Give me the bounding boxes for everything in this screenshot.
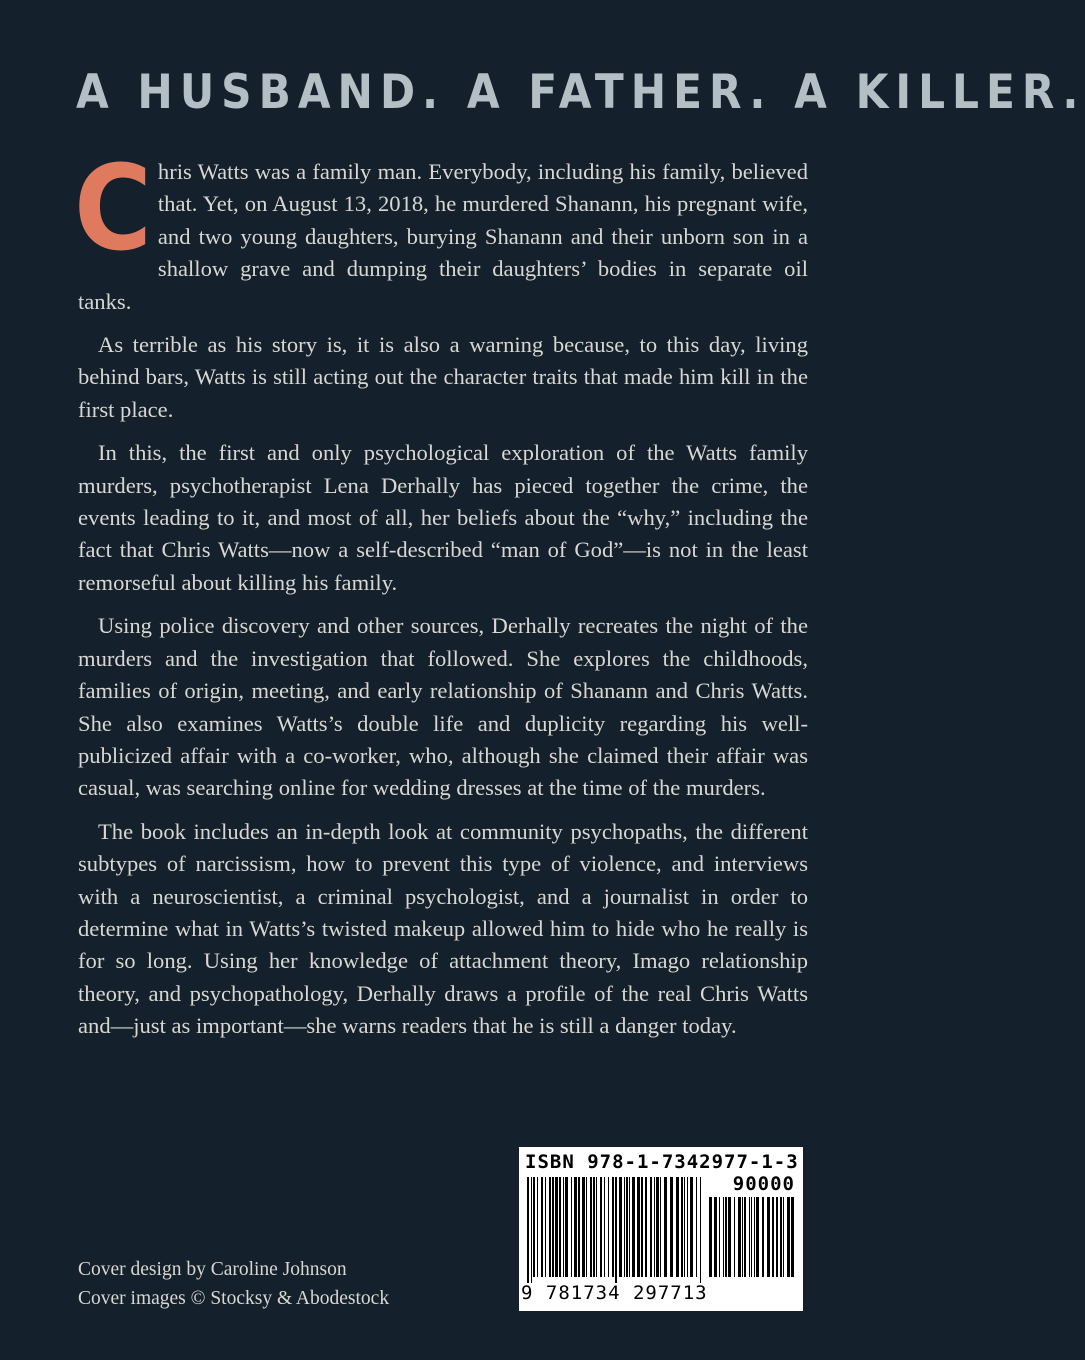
headline: A HUSBAND. A FATHER. A KILLER. bbox=[76, 65, 1085, 120]
blurb-paragraph-1-text: hris Watts was a family man. Everybody, including his family, believed that. Yet, on August 13, 2018, he murdered Shanann, his pregnant wife, and two young daughters, burying Shanann and their unborn son in a shallow grave and dumping their daughters’ bodies in separate oil tanks. bbox=[78, 159, 808, 314]
barcode-bar bbox=[719, 1197, 720, 1277]
barcode-bar bbox=[654, 1177, 655, 1277]
barcode-bar bbox=[629, 1177, 630, 1277]
barcode-bar bbox=[578, 1177, 580, 1277]
barcode-bar bbox=[780, 1197, 782, 1277]
barcode-bar bbox=[751, 1197, 752, 1277]
barcode-bar bbox=[744, 1197, 746, 1277]
barcode-bar bbox=[552, 1177, 554, 1277]
barcode-bar bbox=[767, 1197, 770, 1277]
barcode-bar bbox=[690, 1177, 693, 1277]
barcode-bar bbox=[582, 1177, 585, 1277]
barcode-bar bbox=[590, 1177, 592, 1277]
barcode-bar bbox=[555, 1177, 558, 1277]
barcode-bar bbox=[656, 1177, 659, 1277]
ean-digits: 9 781734 297713 bbox=[521, 1282, 708, 1304]
barcode-bar bbox=[641, 1177, 643, 1277]
blurb-paragraph-2: As terrible as his story is, it is also a warning because, to this day, living behind bars, Watts is still acting out the character traits that made him kill in the first place. bbox=[78, 332, 808, 422]
barcode-bar bbox=[531, 1177, 532, 1283]
barcode-bar bbox=[676, 1177, 679, 1277]
barcode-bar bbox=[626, 1177, 628, 1277]
barcode-bar bbox=[687, 1177, 688, 1277]
blurb-paragraph-3: In this, the first and only psychological exploration of the Watts family murders, psychotherapist Lena Derhally has pieced together the crime, the events leading to it, and most of all, her beliefs about the “why,” including the fact that Chris Watts—now a self-described “man of God”—is not in the least remorseful about killing his family. bbox=[78, 440, 808, 595]
book-blurb bbox=[74, 139, 808, 1054]
barcode-bar bbox=[734, 1197, 735, 1277]
blurb-paragraph-1 bbox=[74, 139, 808, 318]
barcode-bar bbox=[709, 1197, 712, 1277]
barcode-bar bbox=[762, 1197, 764, 1277]
barcode-bar bbox=[593, 1177, 595, 1277]
barcode-bar bbox=[738, 1197, 741, 1277]
barcode-bar bbox=[664, 1177, 667, 1277]
barcode-bar bbox=[600, 1177, 602, 1277]
barcode-bar bbox=[645, 1177, 647, 1277]
cover-design-credit: Cover design by Caroline Johnson bbox=[78, 1259, 347, 1280]
blurb-paragraph-5: The book includes an in-depth look at community psychopaths, the different subtypes of narcissism, how to prevent this type of violence, and interviews with a neuroscientist, a criminal psychologist, and a journalist in order to determine what in Watts’s twisted makeup allowed him to hide who he really is for so long. Using her knowledge of attachment theory, Imago relationship theory, and psychopathology, Derhally draws a profile of the real Chris Watts and—just as important—she warns readers that he is still a danger today. bbox=[78, 818, 808, 1039]
barcode-bar bbox=[615, 1177, 617, 1283]
barcode-bar bbox=[596, 1177, 597, 1277]
barcode-bar bbox=[714, 1197, 717, 1277]
barcode-bar bbox=[604, 1177, 605, 1277]
barcode-bar bbox=[772, 1197, 774, 1277]
cover-images-credit: Cover images © Stocksy & Abodestock bbox=[78, 1288, 390, 1309]
barcode-bar bbox=[574, 1177, 577, 1277]
blurb-paragraph-4: Using police discovery and other sources, Derhally recreates the night of the murders and the investigation that followed. She explores the childhoods, families of origin, meeting, and early relationship of Shanann and Chris Watts. She also examines Watts’s double life and duplicity regarding his well-publicized affair with a co-worker, who, although she claimed their affair was casual, was searching online for wedding dresses at the time of the murders. bbox=[78, 613, 808, 801]
addon-barcode-bars bbox=[709, 1197, 795, 1283]
barcode-bar bbox=[681, 1177, 683, 1277]
barcode-bar bbox=[754, 1197, 755, 1277]
barcode-bar bbox=[791, 1197, 794, 1277]
barcode-bar bbox=[650, 1177, 652, 1277]
barcode-bar bbox=[527, 1177, 529, 1283]
barcode-bar bbox=[696, 1177, 697, 1277]
barcode-bar bbox=[660, 1177, 661, 1277]
barcode-bar bbox=[565, 1177, 568, 1277]
barcode-bar bbox=[637, 1177, 640, 1277]
barcode-bar bbox=[559, 1177, 561, 1277]
barcode-bar bbox=[624, 1177, 625, 1277]
barcode-bar bbox=[571, 1177, 572, 1277]
barcode-bar bbox=[541, 1177, 543, 1277]
barcode-bar bbox=[563, 1177, 564, 1277]
barcode-bar bbox=[756, 1197, 759, 1277]
isbn-barcode bbox=[519, 1147, 803, 1311]
barcode-bar bbox=[632, 1177, 635, 1277]
isbn-label: ISBN 978-1-7342977-1-3 bbox=[525, 1151, 799, 1173]
barcode-bar bbox=[725, 1197, 727, 1277]
barcode-bar bbox=[670, 1177, 673, 1277]
drop-cap: C bbox=[74, 139, 152, 277]
barcode-bar bbox=[684, 1177, 685, 1277]
cover-credits bbox=[78, 1255, 389, 1313]
barcode-bar bbox=[537, 1177, 538, 1277]
barcode-bar bbox=[700, 1177, 701, 1283]
barcode-bar bbox=[586, 1177, 587, 1277]
price-code: 90000 bbox=[732, 1173, 795, 1195]
barcode-bar bbox=[723, 1197, 724, 1277]
barcode-bar bbox=[533, 1177, 535, 1277]
barcode-bar bbox=[545, 1177, 546, 1277]
barcode-bar bbox=[728, 1197, 731, 1277]
barcode-bar bbox=[608, 1177, 609, 1277]
barcode-bar bbox=[776, 1197, 778, 1277]
ean-barcode-bars bbox=[527, 1177, 705, 1283]
barcode-bar bbox=[619, 1177, 622, 1277]
barcode-bar bbox=[783, 1197, 784, 1277]
barcode-bar bbox=[612, 1177, 614, 1277]
barcode-bar bbox=[787, 1197, 790, 1277]
barcode-bar bbox=[749, 1197, 750, 1277]
barcode-bar bbox=[742, 1197, 743, 1277]
barcode-bar bbox=[549, 1177, 551, 1277]
